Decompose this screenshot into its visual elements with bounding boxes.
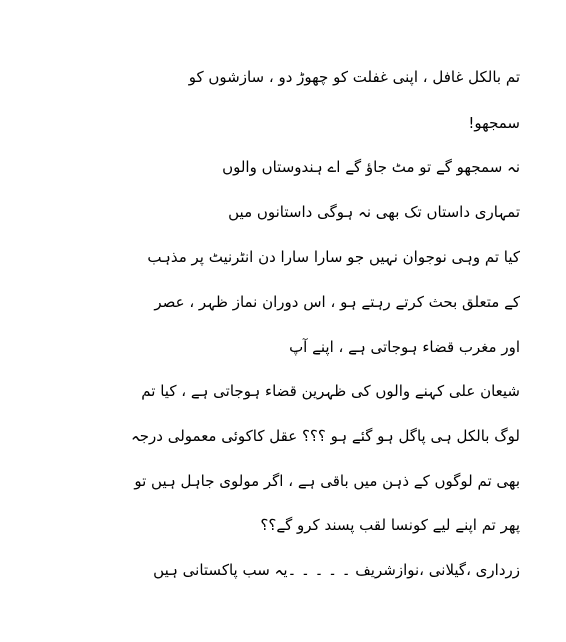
text-line-5: کیا تم وہی نوجوان نہیں جو سارا سارا دن انٹرنیٹ پر مذہب [147,248,520,266]
text-line-9: لوگ بالکل ہی پاگل ہو گئے ہو ؟؟؟ عقل کاکوئی معمولی درجہ [130,427,520,445]
text-line-2: سمجھو! [468,114,520,132]
text-line-1: تم بالکل غافل ، اپنی غفلت کو چھوڑ دو ، سازشوں کو [188,68,520,86]
text-line-8: شیعان علی کہنے والوں کی ظہرین قضاء ہوجاتی ہے ، کیا تم [141,382,520,400]
text-line-4: تمہاری داستاں تک بھی نہ ہوگی داستانوں میں [228,203,520,221]
text-line-3: نہ سمجھو گے تو مٹ جاؤ گے اے ہندوستاں والوں [222,158,520,176]
text-line-7: اور مغرب قضاء ہوجاتی ہے ، اپنے آپ [289,338,520,356]
text-line-6: کے متعلق بحث کرتے رہتے ہو ، اس دوران نماز ظہر ، عصر [154,293,520,311]
text-line-10: بھی تم لوگوں کے ذہن میں باقی ہے ، اگر مولوی جاہل ہیں تو [134,472,520,490]
text-line-11: پھر تم اپنے لیے کونسا لقب پسند کرو گے؟؟ [260,516,520,534]
text-line-12: زرداری ،گیلانی ،نوازشریف ۔ ۔ ۔ ۔ ۔یہ سب پاکستانی ہیں [153,561,520,579]
